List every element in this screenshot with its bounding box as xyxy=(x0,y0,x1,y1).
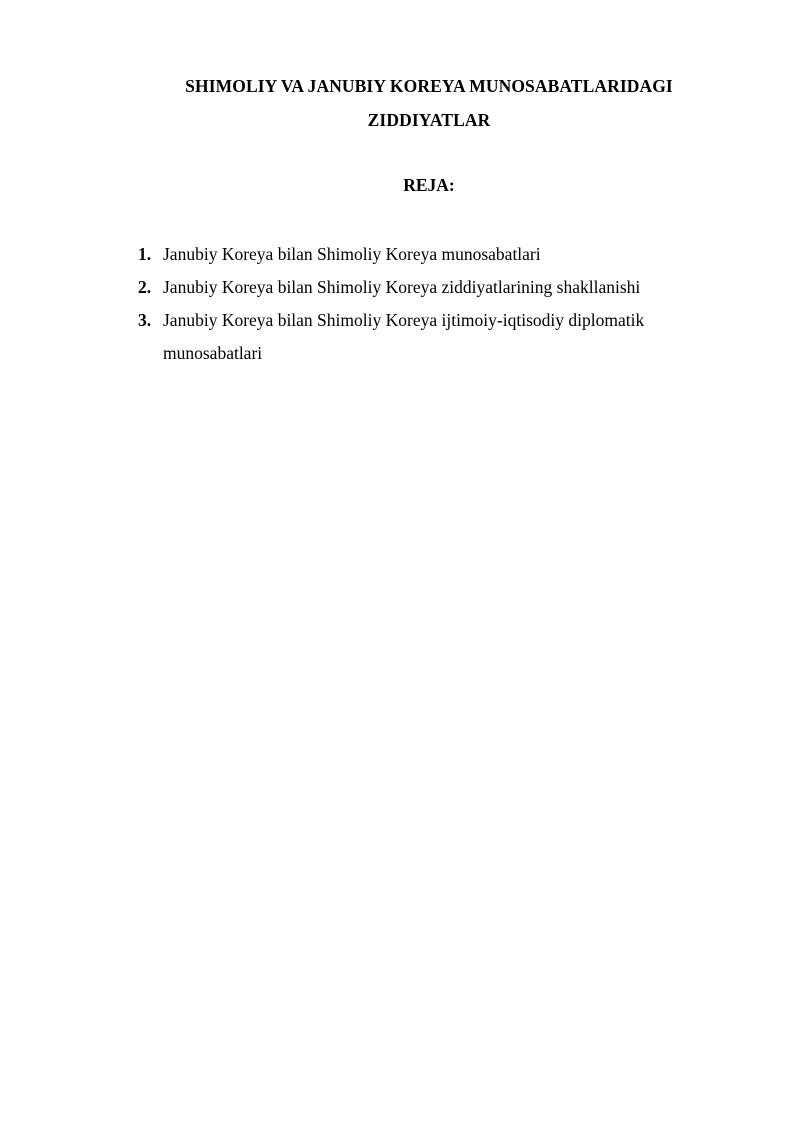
plan-heading: REJA: xyxy=(403,175,455,195)
plan-list xyxy=(138,238,698,370)
plan-item-number: 3. xyxy=(138,310,152,330)
document-title-line-2: ZIDDIYATLAR xyxy=(367,110,491,130)
plan-item-number: 1. xyxy=(138,244,152,264)
plan-item-3 xyxy=(138,304,698,370)
plan-item-number: 2. xyxy=(138,277,152,297)
plan-item-text: Janubiy Koreya bilan Shimoliy Koreya munosabatlari xyxy=(163,244,541,264)
plan-item-text: Janubiy Koreya bilan Shimoliy Koreya ziddiyatlarining shakllanishi xyxy=(163,277,641,297)
plan-item-text: Janubiy Koreya bilan Shimoliy Koreya ijtimoiy-iqtisodiy diplomatik munosabatlari xyxy=(163,310,645,363)
plan-item-2 xyxy=(138,271,698,304)
plan-item-1 xyxy=(138,238,698,271)
document-title-line-1: SHIMOLIY VA JANUBIY KOREYA MUNOSABATLARIDAGI xyxy=(185,76,673,96)
